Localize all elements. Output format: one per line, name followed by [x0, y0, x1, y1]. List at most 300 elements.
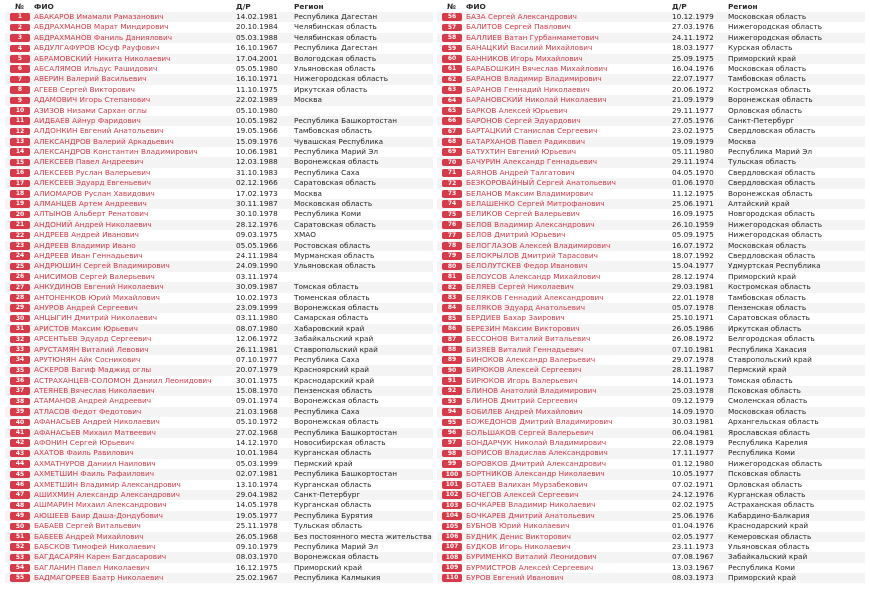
- person-name: АЛЕКСЕЕВ Руслан Валерьевич: [34, 167, 151, 177]
- row-number-badge: 27: [10, 284, 30, 292]
- birth-date: 28.12.1976: [236, 219, 278, 229]
- row-number-badge: 99: [442, 460, 462, 468]
- row-number-badge: 74: [442, 200, 462, 208]
- birth-date: 21.09.1979: [672, 95, 714, 105]
- region-name: Костромская область: [728, 282, 811, 292]
- row-number-badge: 97: [442, 439, 462, 447]
- person-name: БЛИНОВ Анатолий Владимирович: [466, 386, 597, 396]
- birth-date: 07.10.1977: [236, 354, 278, 364]
- birth-date: 26.05.1968: [236, 531, 278, 541]
- region-name: Тульская область: [728, 157, 797, 167]
- right-column: [437, 0, 865, 583]
- table-row: [5, 355, 433, 365]
- row-number-badge: 60: [442, 55, 462, 63]
- region-name: Ульяновская область: [728, 541, 810, 551]
- region-name: Воронежская область: [294, 302, 379, 312]
- person-name: БАБЕЕВ Андрей Михайлович: [34, 531, 144, 541]
- row-number-badge: 13: [10, 138, 30, 146]
- table-row: [5, 126, 433, 136]
- region-name: Красноярский край: [294, 365, 370, 375]
- table-row: [437, 199, 865, 209]
- row-number-badge: 23: [10, 242, 30, 250]
- table-row: [437, 116, 865, 126]
- table-row: [5, 313, 433, 323]
- birth-date: 26.05.1986: [672, 323, 714, 333]
- person-name: БОБИЛЕВ Андрей Михайлович: [466, 406, 583, 416]
- birth-date: 23.09.1999: [236, 302, 278, 312]
- table-row: [437, 261, 865, 271]
- person-name: АБДУЛГАФУРОВ Юсуф Рауфович: [34, 43, 160, 53]
- region-name: Забайкальский край: [728, 552, 808, 562]
- person-name: АДАМОВИЧ Игорь Степанович: [34, 95, 151, 105]
- table-row: [5, 95, 433, 105]
- region-name: Астраханская область: [728, 500, 815, 510]
- person-name: БАНАЦКИЙ Василий Михайлович: [466, 43, 593, 53]
- table-row: [437, 157, 865, 167]
- region-name: Краснодарский край: [728, 521, 809, 531]
- table-row: [437, 355, 865, 365]
- person-name: АНТОНЕНКОВ Юрий Михайлович: [34, 292, 160, 302]
- person-name: АХМЕТШИН Владимир Александрович: [34, 479, 181, 489]
- person-name: БИНОКОВ Александр Валерьевич: [466, 354, 596, 364]
- row-number-badge: 90: [442, 367, 462, 375]
- row-number-badge: 2: [10, 24, 30, 32]
- person-name: БЛИНОВ Дмитрий Сергеевич: [466, 396, 578, 406]
- table-header: [5, 0, 433, 12]
- row-number-badge: 59: [442, 45, 462, 53]
- row-number-badge: 19: [10, 200, 30, 208]
- region-name: Томская область: [294, 282, 359, 292]
- row-number-badge: 4: [10, 45, 30, 53]
- table-row: [5, 168, 433, 178]
- person-name: АЛЕКСАНДРОВ Валерий Аркадьевич: [34, 136, 174, 146]
- table-row: [5, 407, 433, 417]
- region-name: Приморский край: [728, 53, 796, 63]
- person-name: БУБНОВ Юрий Николаевич: [466, 521, 570, 531]
- region-name: Новгородская область: [728, 209, 815, 219]
- header-number: №: [15, 2, 24, 11]
- table-row: [437, 85, 865, 95]
- person-name: АХМЕТШИН Фаиль Рафаилович: [34, 469, 155, 479]
- table-row: [437, 563, 865, 573]
- person-name: БУРИМЕНКО Виталий Леонидович: [466, 552, 597, 562]
- region-name: Пермский край: [294, 458, 353, 468]
- table-row: [437, 220, 865, 230]
- birth-date: 20.06.1972: [672, 84, 714, 94]
- region-name: Республика Хакасия: [728, 344, 807, 354]
- table-row: [437, 324, 865, 334]
- birth-date: 18.03.1977: [672, 43, 714, 53]
- person-name: БЕЛОВ Владимир Александрович: [466, 219, 595, 229]
- region-name: Приморский край: [728, 573, 796, 583]
- header-name: ФИО: [34, 2, 54, 11]
- person-name: АШМАРИН Михаил Александрович: [34, 500, 167, 510]
- birth-date: 14.05.1978: [236, 500, 278, 510]
- person-name: БАДМАГОРЕЕВ Баатр Николаевич: [34, 573, 164, 583]
- row-number-badge: 18: [10, 190, 30, 198]
- person-name: БАБСКОВ Тимофей Николаевич: [34, 541, 156, 551]
- person-name: БАЛЛИЕВ Ватан Гурбанмаметович: [466, 32, 599, 42]
- birth-date: 09.01.1974: [236, 396, 278, 406]
- region-name: Республика Башкортостан: [294, 427, 397, 437]
- table-row: [437, 500, 865, 510]
- birth-date: 13.03.1967: [672, 562, 714, 572]
- row-number-badge: 47: [10, 491, 30, 499]
- table-row: [5, 147, 433, 157]
- row-number-badge: 62: [442, 76, 462, 84]
- person-name: БОРТНИКОВ Александр Николаевич: [466, 469, 605, 479]
- table-row: [5, 386, 433, 396]
- table-row: [5, 303, 433, 313]
- birth-date: 25.02.1967: [236, 573, 278, 583]
- table-row: [5, 365, 433, 375]
- person-name: БАБАЕВ Сергей Витальевич: [34, 521, 141, 531]
- row-number-badge: 9: [10, 97, 30, 105]
- person-name: БЕЛОВ Дмитрий Юрьевич: [466, 230, 566, 240]
- person-name: БАРАНОВ Владимир Владимирович: [466, 74, 602, 84]
- table-row: [5, 532, 433, 542]
- person-name: АНЦЫГИН Дмитрий Николаевич: [34, 313, 158, 323]
- row-number-badge: 21: [10, 221, 30, 229]
- region-name: Тульская область: [294, 521, 363, 531]
- region-name: Республика Марий Эл: [294, 147, 379, 157]
- row-number-badge: 83: [442, 294, 462, 302]
- person-name: БУДКОВ Игорь Николаевич: [466, 541, 571, 551]
- person-name: БЕССОНОВ Виталий Витальевич: [466, 334, 591, 344]
- birth-date: 16.10.1971: [236, 74, 278, 84]
- table-row: [5, 157, 433, 167]
- person-name: АНДРЕЕВ Иван Геннадьевич: [34, 250, 143, 260]
- person-name: БИРЮКОВ Игорь Валерьевич: [466, 375, 578, 385]
- table-row: [437, 209, 865, 219]
- person-name: АНУРОВ Андрей Сергеевич: [34, 302, 138, 312]
- region-name: Республика Саха: [294, 406, 360, 416]
- row-number-badge: 66: [442, 117, 462, 125]
- birth-date: 20.10.1984: [236, 22, 278, 32]
- table-row: [5, 43, 433, 53]
- person-name: БУДНИК Денис Викторович: [466, 531, 571, 541]
- person-name: АТЛАСОВ Федот Федотович: [34, 406, 142, 416]
- table-row: [5, 251, 433, 261]
- person-name: АШИХМИН Александр Александрович: [34, 489, 180, 499]
- region-name: Курганская область: [728, 489, 806, 499]
- person-name: БОЛЬШАКОВ Сергей Валерьевич: [466, 427, 594, 437]
- table-row: [437, 22, 865, 32]
- birth-date: 13.10.1974: [236, 479, 278, 489]
- table-row: [437, 552, 865, 562]
- table-row: [437, 95, 865, 105]
- birth-date: 24.12.1976: [672, 489, 714, 499]
- region-name: Ульяновская область: [294, 63, 376, 73]
- table-row: [5, 74, 433, 84]
- table-row: [437, 490, 865, 500]
- birth-date: 16.12.1975: [236, 562, 278, 572]
- birth-date: 12.03.1988: [236, 157, 278, 167]
- birth-date: 14.12.1970: [236, 438, 278, 448]
- region-name: ХМАО: [294, 230, 317, 240]
- region-name: Пензенская область: [294, 386, 373, 396]
- table-row: [5, 563, 433, 573]
- region-name: Республика Карелия: [728, 438, 808, 448]
- person-name: БЕЛОКРЫЛОВ Дмитрий Тарасович: [466, 250, 598, 260]
- region-name: Иркутская область: [728, 323, 802, 333]
- birth-date: 19.05.1977: [236, 510, 278, 520]
- table-row: [437, 417, 865, 427]
- birth-date: 29.11.1977: [672, 105, 714, 115]
- birth-date: 25.03.1978: [672, 386, 714, 396]
- region-name: Кабардино-Балкария: [728, 510, 810, 520]
- region-name: Республика Башкортостан: [294, 469, 397, 479]
- row-number-badge: 28: [10, 294, 30, 302]
- row-number-badge: 89: [442, 356, 462, 364]
- row-number-badge: 16: [10, 169, 30, 177]
- region-name: Нижегородская область: [728, 32, 822, 42]
- table-row: [437, 64, 865, 74]
- table-row: [5, 448, 433, 458]
- region-name: Москва: [294, 95, 322, 105]
- row-number-badge: 98: [442, 450, 462, 458]
- region-name: Иркутская область: [294, 84, 368, 94]
- region-name: Архангельская область: [728, 417, 819, 427]
- table-row: [437, 33, 865, 43]
- row-number-badge: 101: [442, 481, 462, 489]
- person-name: АЛЕКСАНДРОВ Константин Владимирович: [34, 147, 198, 157]
- person-name: БАРОНОВ Сергей Эдуардович: [466, 115, 581, 125]
- person-name: БАЯНОВ Андрей Талгатович: [466, 167, 575, 177]
- person-name: БЕРЕЗИН Максим Викторович: [466, 323, 580, 333]
- table-row: [5, 282, 433, 292]
- region-name: Московская область: [728, 406, 807, 416]
- birth-date: 17.11.1977: [672, 448, 714, 458]
- region-name: Москва: [728, 136, 756, 146]
- row-number-badge: 104: [442, 512, 462, 520]
- table-row: [5, 511, 433, 521]
- region-name: Приморский край: [728, 271, 796, 281]
- person-name: БОТАЕВ Валихан Мурзабекович: [466, 479, 588, 489]
- birth-date: 24.11.1984: [236, 250, 278, 260]
- row-number-badge: 32: [10, 336, 30, 344]
- person-name: БЕЗКОРОВАЙНЫЙ Сергей Анатольевич: [466, 178, 616, 188]
- region-name: Забайкальский край: [294, 334, 374, 344]
- birth-date: 25.10.1971: [672, 313, 714, 323]
- table-row: [5, 376, 433, 386]
- person-name: АРУСТАМЯН Виталий Левович: [34, 344, 149, 354]
- row-number-badge: 11: [10, 117, 30, 125]
- row-number-badge: 107: [442, 543, 462, 551]
- birth-date: 31.10.1983: [236, 167, 278, 177]
- birth-date: 16.10.1967: [236, 43, 278, 53]
- person-name: БОЧЕГОВ Алексей Сергеевич: [466, 489, 579, 499]
- region-name: Новосибирская область: [294, 438, 386, 448]
- region-name: Курская область: [728, 43, 793, 53]
- row-number-badge: 5: [10, 55, 30, 63]
- table-row: [5, 85, 433, 95]
- region-name: Алтайский край: [728, 199, 790, 209]
- birth-date: 25.06.1971: [672, 199, 714, 209]
- table-row: [437, 147, 865, 157]
- table-row: [5, 199, 433, 209]
- table-header: [437, 0, 865, 12]
- table-row: [5, 334, 433, 344]
- birth-date: 30.11.1987: [236, 199, 278, 209]
- row-number-badge: 7: [10, 76, 30, 84]
- region-name: Свердловская область: [728, 250, 816, 260]
- person-name: БАЗА Сергей Александрович: [466, 12, 577, 21]
- region-name: Курганская область: [294, 479, 372, 489]
- row-number-badge: 42: [10, 439, 30, 447]
- row-number-badge: 95: [442, 419, 462, 427]
- person-name: АЛИОМАРОВ Руслан Хавидович: [34, 188, 155, 198]
- row-number-badge: 49: [10, 512, 30, 520]
- person-name: БИЗЯЕВ Виталий Геннадьевич: [466, 344, 584, 354]
- row-number-badge: 88: [442, 346, 462, 354]
- person-name: АНДРЮШИН Сергей Владимирович: [34, 261, 170, 271]
- birth-date: 28.12.1974: [672, 271, 714, 281]
- person-name: АЮШЕЕВ Баир Даша-Дондубович: [34, 510, 163, 520]
- birth-date: 22.08.1979: [672, 438, 714, 448]
- table-row: [437, 428, 865, 438]
- region-name: Санкт-Петербург: [294, 489, 361, 499]
- birth-date: 09.10.1979: [236, 541, 278, 551]
- row-number-badge: 54: [10, 564, 30, 572]
- region-name: Нижегородская область: [728, 22, 822, 32]
- row-number-badge: 69: [442, 148, 462, 156]
- region-name: Республика Марий Эл: [294, 541, 379, 551]
- birth-date: 30.03.1981: [672, 417, 714, 427]
- region-name: Курганская область: [294, 500, 372, 510]
- region-name: Костромская область: [728, 84, 811, 94]
- birth-date: 02.07.1981: [236, 469, 278, 479]
- row-number-badge: 110: [442, 574, 462, 582]
- region-name: Удмуртская Республика: [728, 261, 821, 271]
- birth-date: 29.07.1978: [672, 354, 714, 364]
- person-name: АЗИЗОВ Низами Сархан оглы: [34, 105, 147, 115]
- birth-date: 15.08.1970: [236, 386, 278, 396]
- region-name: Нижегородская область: [294, 74, 388, 84]
- header-birthdate: Д/Р: [236, 2, 251, 11]
- table-row: [437, 74, 865, 84]
- table-row: [437, 282, 865, 292]
- birth-date: 24.09.1990: [236, 261, 278, 271]
- table-row: [5, 521, 433, 531]
- table-row: [437, 137, 865, 147]
- birth-date: 05.11.1980: [672, 147, 714, 157]
- row-number-badge: 78: [442, 242, 462, 250]
- birth-date: 16.09.1975: [672, 209, 714, 219]
- region-name: Псковская область: [728, 386, 801, 396]
- birth-date: 11.10.1975: [236, 84, 278, 94]
- region-name: Республика Коми: [728, 562, 795, 572]
- birth-date: 08.03.1973: [672, 573, 714, 583]
- table-row: [437, 54, 865, 64]
- birth-date: 23.02.1975: [672, 126, 714, 136]
- person-name: БЕЛАНОВ Максим Владимирович: [466, 188, 594, 198]
- region-name: Чувашская Республика: [294, 136, 384, 146]
- birth-date: 05.03.1988: [236, 32, 278, 42]
- header-number: №: [447, 2, 456, 11]
- row-number-badge: 31: [10, 325, 30, 333]
- row-number-badge: 103: [442, 502, 462, 510]
- person-name: АБРАМОВСКИЙ Никита Николаевич: [34, 53, 171, 63]
- row-number-badge: 106: [442, 533, 462, 541]
- person-name: АТЕЯНЕВ Вячеслав Николаевич: [34, 386, 155, 396]
- birth-date: 05.10.1980: [236, 105, 278, 115]
- table-row: [5, 428, 433, 438]
- region-name: Тюменская область: [294, 292, 370, 302]
- table-row: [437, 168, 865, 178]
- person-name: АБСАЛЯМОВ Ильдус Рашидович: [34, 63, 158, 73]
- birth-date: 05.09.1975: [672, 230, 714, 240]
- row-number-badge: 38: [10, 398, 30, 406]
- row-number-badge: 68: [442, 138, 462, 146]
- table-row: [437, 511, 865, 521]
- person-name: БЕЛАШЕНКО Сергей Митрофанович: [466, 199, 605, 209]
- row-number-badge: 58: [442, 34, 462, 42]
- row-number-badge: 34: [10, 356, 30, 364]
- region-name: Воронежская область: [294, 552, 379, 562]
- region-name: Краснодарский край: [294, 375, 375, 385]
- region-name: Воронежская область: [294, 157, 379, 167]
- person-name: АНДОНИЙ Андрей Николаевич: [34, 219, 152, 229]
- person-name: АХАТОВ Фаиль Равилович: [34, 448, 134, 458]
- row-number-badge: 14: [10, 148, 30, 156]
- table-row: [437, 251, 865, 261]
- birth-date: 01.06.1970: [672, 178, 714, 188]
- birth-date: 22.02.1989: [236, 95, 278, 105]
- table-row: [437, 407, 865, 417]
- row-number-badge: 3: [10, 34, 30, 42]
- region-name: Псковская область: [728, 469, 801, 479]
- person-name: БОЧКАРЕВ Дмитрий Анатольевич: [466, 510, 595, 520]
- table-row: [5, 137, 433, 147]
- table-row: [437, 386, 865, 396]
- birth-date: 22.01.1978: [672, 292, 714, 302]
- region-name: Ростовская область: [294, 240, 371, 250]
- birth-date: 01.04.1976: [672, 521, 714, 531]
- region-name: Пензенская область: [728, 302, 807, 312]
- row-number-badge: 39: [10, 408, 30, 416]
- table-row: [5, 480, 433, 490]
- row-number-badge: 17: [10, 180, 30, 188]
- birth-date: 30.10.1978: [236, 209, 278, 219]
- birth-date: 26.11.1981: [236, 344, 278, 354]
- birth-date: 20.07.1979: [236, 365, 278, 375]
- row-number-badge: 71: [442, 169, 462, 177]
- region-name: Республика Коми: [728, 448, 795, 458]
- birth-date: 05.05.1980: [236, 63, 278, 73]
- table-row: [5, 106, 433, 116]
- region-name: Нижегородская область: [728, 219, 822, 229]
- region-name: Саратовская область: [728, 313, 810, 323]
- birth-date: 29.11.1974: [672, 157, 714, 167]
- row-number-badge: 46: [10, 481, 30, 489]
- row-number-badge: 20: [10, 211, 30, 219]
- birth-date: 10.01.1984: [236, 448, 278, 458]
- birth-date: 07.02.1971: [672, 479, 714, 489]
- table-row: [437, 126, 865, 136]
- person-name: АРИСТОВ Максим Юрьевич: [34, 323, 138, 333]
- table-row: [437, 448, 865, 458]
- person-name: АЛДОНКИН Евгений Анатольевич: [34, 126, 164, 136]
- table-row: [5, 54, 433, 64]
- person-name: БУРМИСТРОВ Алексей Сергеевич: [466, 562, 594, 572]
- row-number-badge: 12: [10, 128, 30, 136]
- birth-date: 02.12.1966: [236, 178, 278, 188]
- person-name: БЕЛОЛУТСКЕВ Федор Иванович: [466, 261, 588, 271]
- row-number-badge: 8: [10, 86, 30, 94]
- table-row: [437, 106, 865, 116]
- person-name: БОРИСОВ Владислав Александрович: [466, 448, 608, 458]
